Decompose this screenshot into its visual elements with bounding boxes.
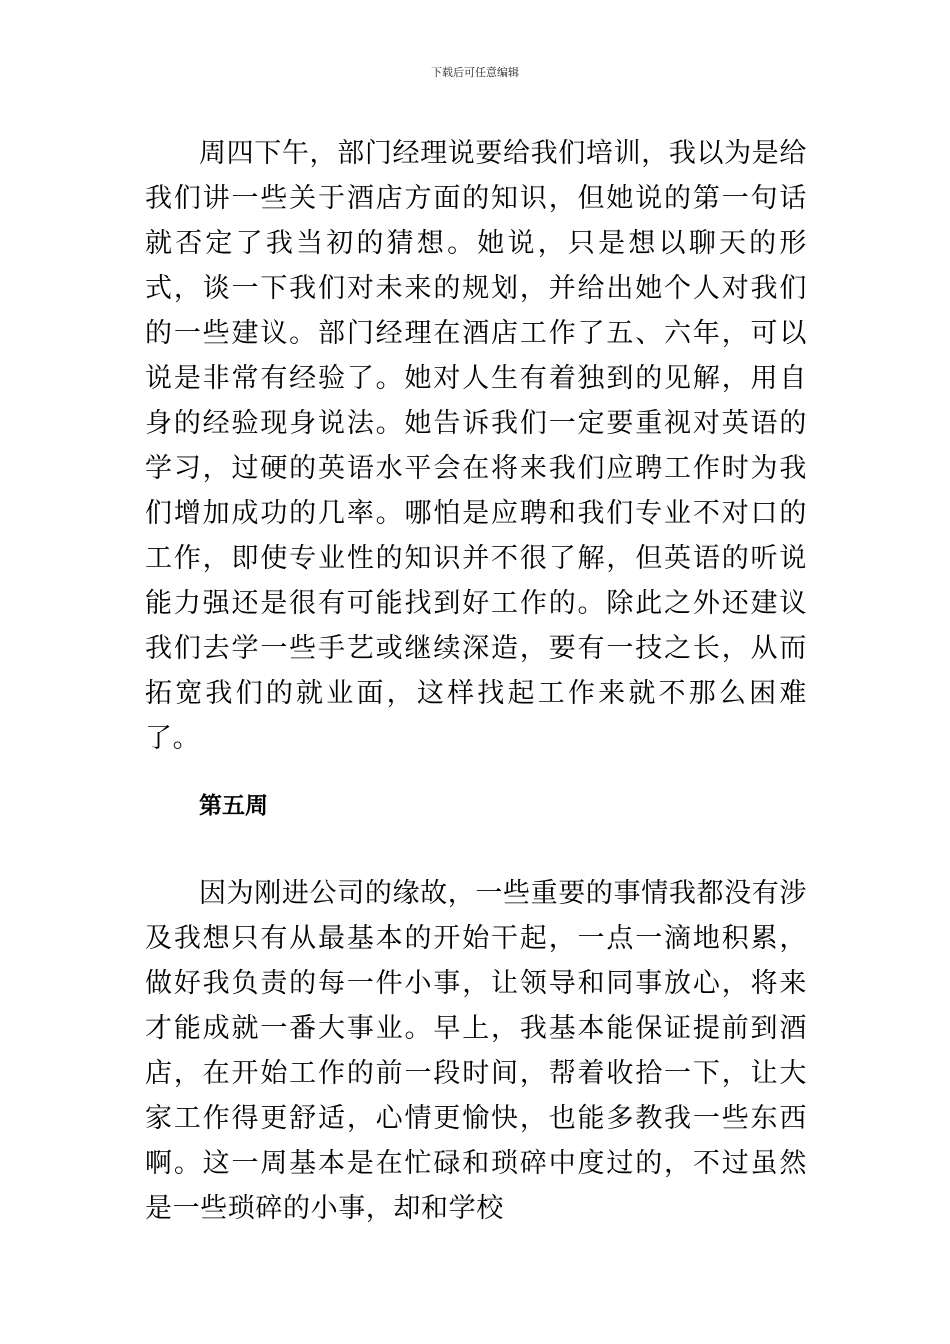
header-note: 下载后可任意编辑 [431,66,519,79]
body-paragraph-1: 周四下午，部门经理说要给我们培训，我以为是给我们讲一些关于酒店方面的知识，但她说的第一句话就否定了我当初的猜想。她说，只是想以聊天的形式，谈一下我们对未来的规划，并给出她个人对我们的一些建议。部门经理在酒店工作了五、六年，可以说是非常有经验了。她对人生有着独到的见解，用自身的经验现身说法。她告诉我们一定要重视对英语的学习，过硬的英语水平会在将来我们应聘工作时为我们增加成功的几率。哪怕是应聘和我们专业不对口的工作，即使专业性的知识并不很了解，但英语的听说能力强还是很有可能找到好工作的。除此之外还建议我们去学一些手艺或继续深造，要有一技之长，从而拓宽我们的就业面，这样找起工作来就不那么困难了。 [145,138,807,754]
body-paragraph-2: 因为刚进公司的缘故，一些重要的事情我都没有涉及我想只有从最基本的开始干起，一点一滴地积累，做好我负责的每一件小事，让领导和同事放心，将来才能成就一番大事业。早上，我基本能保证提前到酒店，在开始工作的前一段时间，帮着收拾一下，让大家工作得更舒适，心情更愉快，也能多教我一些东西啊。这一周基本是在忙碌和琐碎中度过的，不过虽然是一些琐碎的小事，却和学校 [145,878,807,1224]
section-heading: 第五周 [199,792,268,819]
